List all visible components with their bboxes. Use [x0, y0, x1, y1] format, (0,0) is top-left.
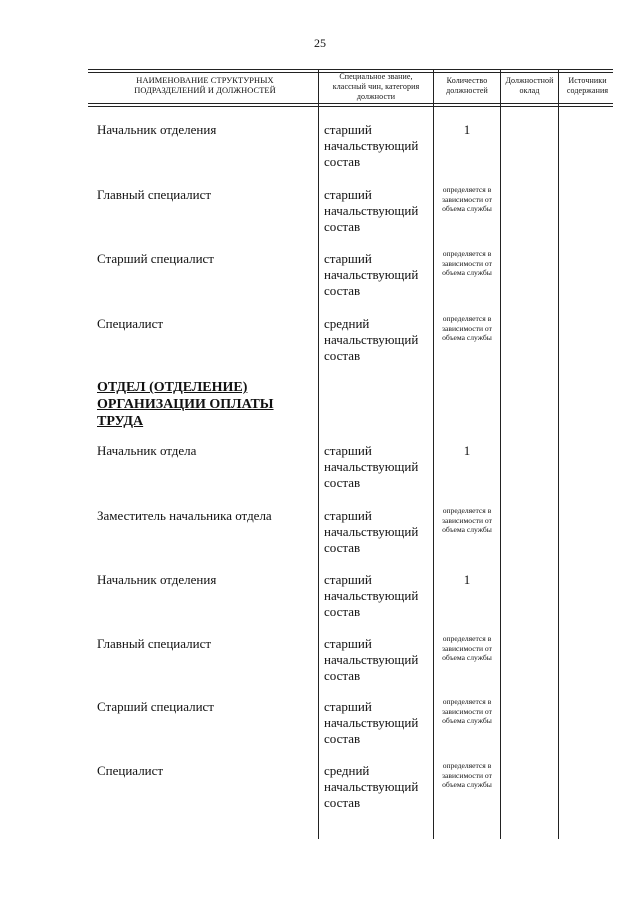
row-name: Начальник отдела — [97, 443, 197, 458]
column-divider-1 — [318, 69, 319, 839]
header-col-source: Источники содержания — [566, 76, 609, 95]
row-category: средний начальствующий состав — [324, 763, 419, 810]
row-category: старший начальствующий состав — [324, 187, 419, 234]
row-category: старший начальствующий состав — [324, 572, 419, 619]
row-name: Главный специалист — [97, 636, 212, 651]
column-divider-4 — [558, 69, 559, 839]
row-category: старший начальствующий состав — [324, 122, 419, 169]
row-quantity: определяется в зависимости от объема службы — [442, 314, 492, 342]
header-col-category: Специальное звание, классный чин, категория должности — [332, 72, 420, 101]
row-quantity: определяется в зависимости от объема службы — [442, 185, 492, 213]
row-quantity: 1 — [463, 443, 471, 458]
row-name: Начальник отделения — [97, 572, 217, 587]
row-quantity: определяется в зависимости от объема службы — [442, 506, 492, 534]
row-quantity: определяется в зависимости от объема службы — [442, 761, 492, 789]
row-quantity: определяется в зависимости от объема службы — [442, 697, 492, 725]
header-col-salary: Должностной оклад — [505, 76, 554, 95]
row-name: Старший специалист — [97, 699, 214, 714]
row-name: Специалист — [97, 763, 164, 778]
row-category: средний начальствующий состав — [324, 316, 419, 363]
row-quantity: 1 — [463, 122, 471, 137]
row-name: Заместитель начальника отдела — [97, 508, 272, 523]
page-number: 25 — [314, 36, 326, 50]
row-category: старший начальствующий состав — [324, 699, 419, 746]
row-category: старший начальствующий состав — [324, 508, 419, 555]
header-top-rule — [88, 69, 613, 70]
row-quantity: определяется в зависимости от объема службы — [442, 249, 492, 277]
row-quantity: 1 — [463, 572, 471, 587]
column-divider-3 — [500, 69, 501, 839]
row-category: старший начальствующий состав — [324, 443, 419, 490]
row-name: Начальник отделения — [97, 122, 217, 137]
header-bottom-rule — [88, 103, 613, 104]
row-quantity: определяется в зависимости от объема службы — [442, 634, 492, 662]
section-title: ОТДЕЛ (ОТДЕЛЕНИЕ) ОРГАНИЗАЦИИ ОПЛАТЫ ТРУДА — [97, 380, 274, 429]
header-col-name: НАИМЕНОВАНИЕ СТРУКТУРНЫХ ПОДРАЗДЕЛЕНИЙ И ДОЛЖНОСТЕЙ — [134, 76, 276, 95]
header-col-quantity: Количество должностей — [446, 76, 488, 95]
row-name: Старший специалист — [97, 251, 214, 266]
header-bottom-rule-2 — [88, 106, 613, 107]
row-category: старший начальствующий состав — [324, 636, 419, 683]
row-name: Главный специалист — [97, 187, 212, 202]
row-name: Специалист — [97, 316, 164, 331]
row-category: старший начальствующий состав — [324, 251, 419, 298]
